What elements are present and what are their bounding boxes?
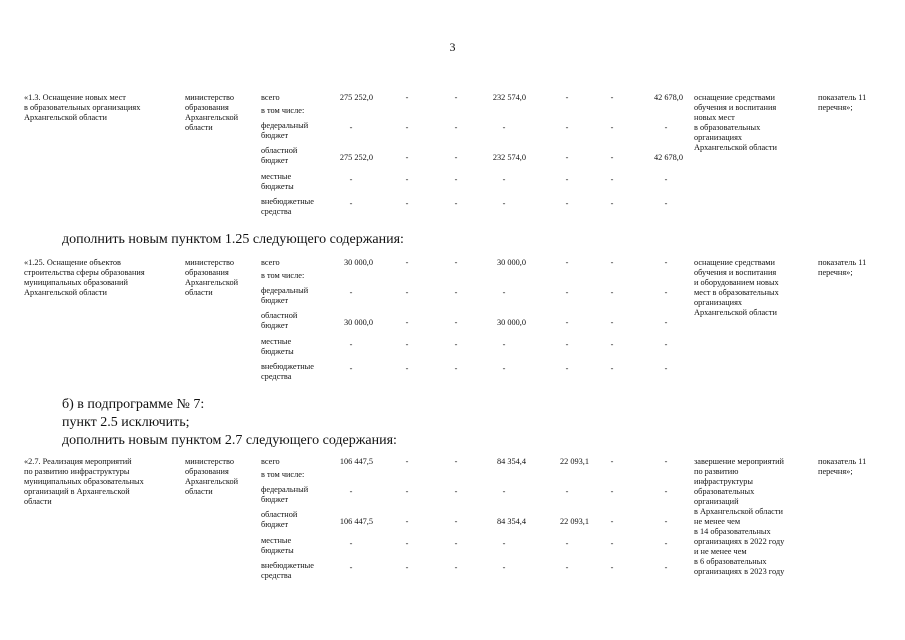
heading-add-2-7: дополнить новым пунктом 2.7 следующего содержания: xyxy=(62,433,397,448)
amount-cell: - xyxy=(664,258,668,267)
amount-cell: - xyxy=(454,364,458,373)
amount-cell: - xyxy=(610,517,614,526)
amount-cell: - xyxy=(454,258,458,267)
executor: министерство образования Архангельской области xyxy=(185,457,239,496)
executor: министерство образования Архангельской области xyxy=(185,258,239,297)
indicator-link: показатель 11 перечня»; xyxy=(818,93,867,112)
amount-cell: - xyxy=(610,258,614,267)
amount-cell: - xyxy=(664,457,668,466)
amount-cell: - xyxy=(405,364,409,373)
amount-cell: - xyxy=(565,199,569,208)
funding-source-label: в том числе: xyxy=(261,271,305,280)
amount-cell: - xyxy=(664,199,668,208)
amount-cell: - xyxy=(664,175,668,184)
amount-cell: - xyxy=(664,487,668,496)
amount-cell: 84 354,4 xyxy=(496,517,526,526)
funding-source-label: областной бюджет xyxy=(261,146,298,165)
page-number: 3 xyxy=(449,40,456,54)
amount-cell: - xyxy=(565,487,569,496)
amount-cell: - xyxy=(565,364,569,373)
amount-cell: - xyxy=(349,364,353,373)
funding-source-label: федеральный бюджет xyxy=(261,485,309,504)
amount-cell: - xyxy=(454,199,458,208)
amount-cell: - xyxy=(405,539,409,548)
amount-cell: - xyxy=(610,123,614,132)
amount-cell: 22 093,1 xyxy=(559,457,589,466)
amount-cell: - xyxy=(502,539,506,548)
amount-cell: - xyxy=(405,318,409,327)
amount-cell: 30 000,0 xyxy=(343,258,373,267)
amount-cell: - xyxy=(502,199,506,208)
amount-cell: 106 447,5 xyxy=(339,457,373,466)
amount-cell: - xyxy=(664,123,668,132)
measure-title: «2.7. Реализация мероприятий по развитию инфраструктуры муниципальных образовательных организаций в Архангельской области xyxy=(24,457,144,506)
amount-cell: - xyxy=(454,539,458,548)
funding-source-label: внебюджетные средства xyxy=(261,561,314,580)
indicator-link: показатель 11 перечня»; xyxy=(818,457,867,476)
amount-cell: - xyxy=(610,487,614,496)
funding-source-label: местные бюджеты xyxy=(261,337,294,356)
amount-cell: - xyxy=(454,318,458,327)
amount-cell: 232 574,0 xyxy=(492,93,526,102)
amount-cell: 232 574,0 xyxy=(492,153,526,162)
amount-cell: - xyxy=(565,340,569,349)
amount-cell: - xyxy=(565,318,569,327)
amount-cell: - xyxy=(610,539,614,548)
funding-source-label: областной бюджет xyxy=(261,510,298,529)
amount-cell: - xyxy=(565,539,569,548)
heading-add-1-25: дополнить новым пунктом 1.25 следующего содержания: xyxy=(62,232,404,247)
amount-cell: - xyxy=(349,199,353,208)
amount-cell: - xyxy=(349,487,353,496)
amount-cell: - xyxy=(610,457,614,466)
amount-cell: - xyxy=(610,175,614,184)
amount-cell: 22 093,1 xyxy=(559,517,589,526)
amount-cell: - xyxy=(454,288,458,297)
amount-cell: - xyxy=(610,340,614,349)
funding-source-label: всего xyxy=(261,93,280,102)
funding-source-label: всего xyxy=(261,258,280,267)
amount-cell: 30 000,0 xyxy=(496,318,526,327)
amount-cell: - xyxy=(565,153,569,162)
funding-source-label: федеральный бюджет xyxy=(261,121,309,140)
amount-cell: - xyxy=(664,517,668,526)
amount-cell: - xyxy=(502,487,506,496)
amount-cell: - xyxy=(405,123,409,132)
amount-cell: 42 678,0 xyxy=(653,153,683,162)
amount-cell: - xyxy=(502,364,506,373)
amount-cell: - xyxy=(502,563,506,572)
result: оснащение средствами обучения и воспитания новых мест в образовательных организациях Архангельской области xyxy=(694,93,777,152)
amount-cell: - xyxy=(664,288,668,297)
funding-source-label: местные бюджеты xyxy=(261,172,294,191)
amount-cell: - xyxy=(405,487,409,496)
amount-cell: - xyxy=(664,318,668,327)
amount-cell: - xyxy=(565,258,569,267)
amount-cell: - xyxy=(565,175,569,184)
amount-cell: - xyxy=(454,487,458,496)
amount-cell: - xyxy=(610,288,614,297)
amount-cell: - xyxy=(664,340,668,349)
amount-cell: - xyxy=(454,563,458,572)
amount-cell: - xyxy=(610,318,614,327)
heading-subprogram-7: б) в подпрограмме № 7: xyxy=(62,397,205,412)
amount-cell: 30 000,0 xyxy=(496,258,526,267)
amount-cell: - xyxy=(454,153,458,162)
amount-cell: - xyxy=(610,364,614,373)
amount-cell: - xyxy=(664,539,668,548)
amount-cell: - xyxy=(405,258,409,267)
amount-cell: - xyxy=(610,93,614,102)
funding-source-label: федеральный бюджет xyxy=(261,286,309,305)
amount-cell: 106 447,5 xyxy=(339,517,373,526)
funding-source-label: в том числе: xyxy=(261,106,305,115)
amount-cell: - xyxy=(349,175,353,184)
amount-cell: - xyxy=(454,93,458,102)
amount-cell: - xyxy=(565,288,569,297)
funding-source-label: областной бюджет xyxy=(261,311,298,330)
indicator-link: показатель 11 перечня»; xyxy=(818,258,867,277)
amount-cell: - xyxy=(610,563,614,572)
amount-cell: - xyxy=(610,153,614,162)
amount-cell: - xyxy=(405,457,409,466)
executor: министерство образования Архангельской области xyxy=(185,93,239,132)
amount-cell: - xyxy=(502,340,506,349)
amount-cell: - xyxy=(454,175,458,184)
amount-cell: 30 000,0 xyxy=(343,318,373,327)
amount-cell: - xyxy=(502,288,506,297)
heading-item-2-5-remove: пункт 2.5 исключить; xyxy=(62,415,190,430)
amount-cell: - xyxy=(405,563,409,572)
amount-cell: - xyxy=(405,175,409,184)
amount-cell: - xyxy=(349,123,353,132)
amount-cell: - xyxy=(502,175,506,184)
amount-cell: - xyxy=(349,539,353,548)
amount-cell: - xyxy=(454,517,458,526)
funding-source-label: внебюджетные средства xyxy=(261,362,314,381)
amount-cell: 275 252,0 xyxy=(339,153,373,162)
measure-title: «1.25. Оснащение объектов строительства сферы образования муниципальных образований Архангельской области xyxy=(24,258,145,297)
funding-source-label: внебюджетные средства xyxy=(261,197,314,216)
amount-cell: - xyxy=(610,199,614,208)
amount-cell: - xyxy=(565,123,569,132)
amount-cell: - xyxy=(405,199,409,208)
amount-cell: 84 354,4 xyxy=(496,457,526,466)
amount-cell: - xyxy=(349,340,353,349)
amount-cell: - xyxy=(349,563,353,572)
amount-cell: - xyxy=(664,563,668,572)
amount-cell: - xyxy=(405,93,409,102)
measure-title: «1.3. Оснащение новых мест в образовательных организациях Архангельской области xyxy=(24,93,141,122)
result: оснащение средствами обучения и воспитания и оборудованием новых мест в образовательных организациях Архангельской области xyxy=(694,258,779,317)
amount-cell: 275 252,0 xyxy=(339,93,373,102)
amount-cell: - xyxy=(349,288,353,297)
result: завершение мероприятий по развитию инфраструктуры образовательных организаций в Архангельской области не менее чем в 14 образовательных организациях в 2022 году и не менее чем в 6 образовательных организациях в 2023 году xyxy=(694,457,785,576)
funding-source-label: всего xyxy=(261,457,280,466)
amount-cell: - xyxy=(405,153,409,162)
amount-cell: - xyxy=(565,93,569,102)
amount-cell: - xyxy=(664,364,668,373)
amount-cell: - xyxy=(502,123,506,132)
amount-cell: - xyxy=(454,123,458,132)
amount-cell: - xyxy=(405,288,409,297)
amount-cell: - xyxy=(454,340,458,349)
funding-source-label: в том числе: xyxy=(261,470,305,479)
amount-cell: - xyxy=(454,457,458,466)
amount-cell: - xyxy=(565,563,569,572)
amount-cell: 42 678,0 xyxy=(653,93,683,102)
funding-source-label: местные бюджеты xyxy=(261,536,294,555)
amount-cell: - xyxy=(405,517,409,526)
amount-cell: - xyxy=(405,340,409,349)
